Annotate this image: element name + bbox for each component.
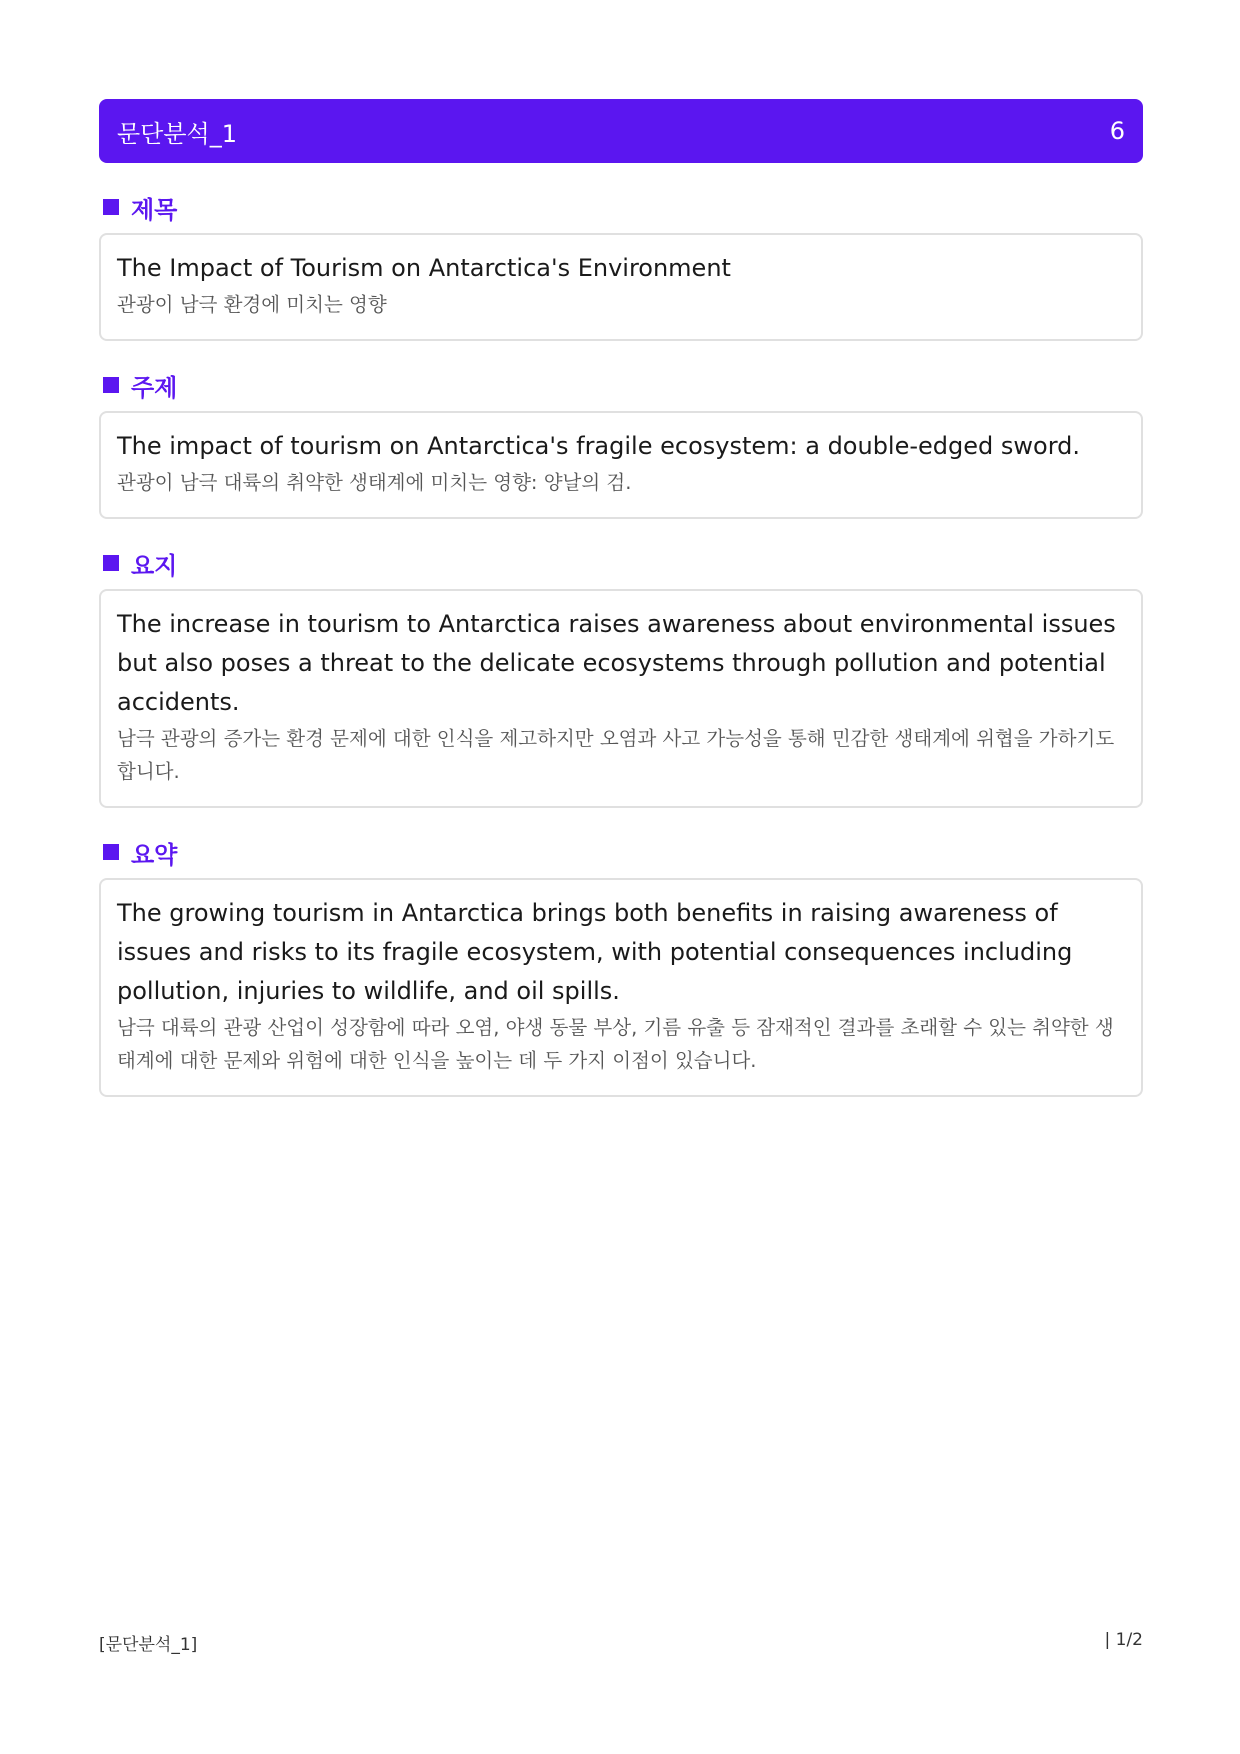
- page: [99, 99, 1143, 1097]
- header-bar: [99, 99, 1143, 163]
- section-heading-label: 요지: [131, 551, 178, 580]
- korean-text: 남극 대륙의 관광 산업이 성장함에 따라 오염, 야생 동물 부상, 기름 유출 등 잠재적인 결과를 초래할 수 있는 취약한 생태계에 대한 문제와 위험에 대한 인식을 높이는 데 두 가지 이점이 있습니다.: [117, 1016, 1114, 1072]
- korean-text: 관광이 남극 환경에 미치는 영향: [117, 293, 387, 316]
- square-bullet-icon: [103, 844, 119, 860]
- header-title: 문단분석_1: [117, 119, 238, 148]
- section-topic: [99, 361, 1143, 519]
- content-box: [99, 233, 1143, 341]
- section-summary: [99, 828, 1143, 1097]
- korean-text: 관광이 남극 대륙의 취약한 생태계에 미치는 영향: 양날의 검.: [117, 471, 632, 494]
- section-heading: [99, 183, 1143, 231]
- header-number: 6: [1109, 117, 1125, 145]
- section-heading: [99, 539, 1143, 587]
- korean-text: 남극 관광의 증가는 환경 문제에 대한 인식을 제고하지만 오염과 사고 가능성을 통해 민감한 생태계에 위협을 가하기도 합니다.: [117, 727, 1115, 783]
- section-gist: [99, 539, 1143, 808]
- content-box: [99, 878, 1143, 1097]
- square-bullet-icon: [103, 199, 119, 215]
- section-heading-label: 주제: [131, 373, 178, 402]
- section-title: [99, 183, 1143, 341]
- square-bullet-icon: [103, 555, 119, 571]
- square-bullet-icon: [103, 377, 119, 393]
- english-text: The impact of tourism on Antarctica's fragile ecosystem: a double-edged sword.: [117, 432, 1081, 460]
- footer-page-number: | 1/2: [1104, 1630, 1143, 1650]
- english-text: The growing tourism in Antarctica brings both benefits in raising awareness of issues and risks to its fragile ecosystem, with potential consequences including pollution, injuries to wildlife, and oil spills.: [117, 899, 1073, 1005]
- footer-document-label: [문단분석_1]: [99, 1635, 198, 1655]
- section-heading-label: 요약: [131, 840, 178, 869]
- section-heading: [99, 361, 1143, 409]
- english-text: The Impact of Tourism on Antarctica's Environment: [117, 254, 731, 282]
- content-box: [99, 411, 1143, 519]
- section-heading: [99, 828, 1143, 876]
- content-box: [99, 589, 1143, 808]
- footer: [99, 1630, 1143, 1655]
- english-text: The increase in tourism to Antarctica raises awareness about environmental issues but also poses a threat to the delicate ecosystems through pollution and potential accidents.: [117, 610, 1116, 716]
- section-heading-label: 제목: [131, 195, 178, 224]
